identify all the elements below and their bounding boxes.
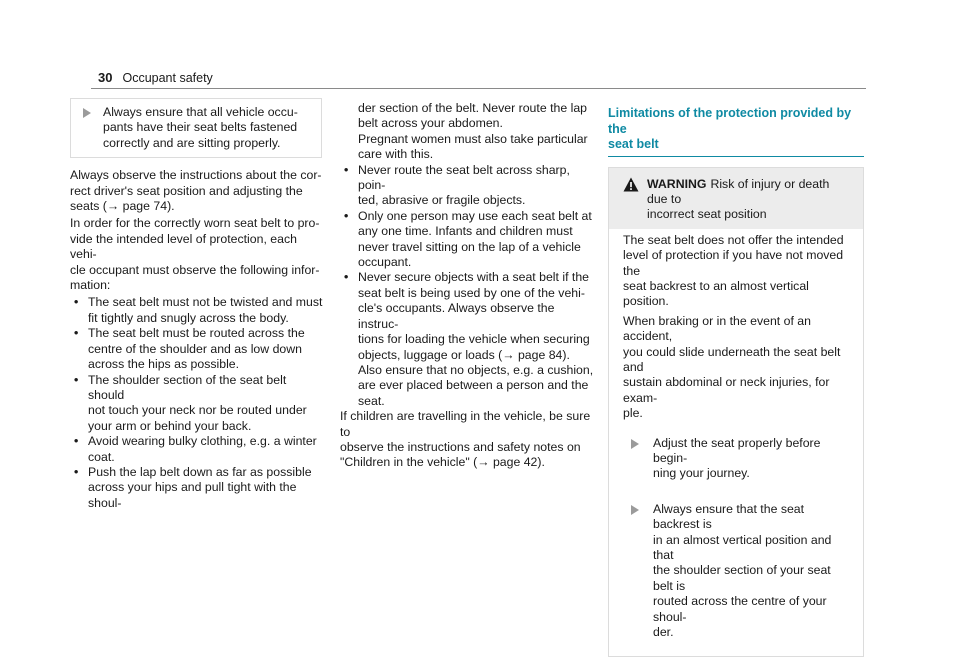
paragraph-intro: In order for the correctly worn seat belt to pro- vide the intended level of protection, each vehi- cle occupant must observe the following infor- mation: xyxy=(70,216,324,293)
warning-paragraph: When braking or in the event of an accident, you could slide underneath the seat belt and sustain abdominal or neck injuries, for exam- ple. xyxy=(623,314,853,422)
warning-heading-text: Risk of injury or death due to incorrect seat position xyxy=(647,177,829,222)
list-item: • The seat belt must be routed across the centre of the shoulder and as low down across the hips as possible. xyxy=(70,326,324,372)
warning-paragraph: The seat belt does not offer the intended level of protection if you have not moved the seat backrest to an almost vertical position. xyxy=(623,233,853,310)
list-item: • Push the lap belt down as far as possible across your hips and pull tight with the shoul- xyxy=(70,465,324,511)
play-arrow-icon xyxy=(631,505,639,515)
continued-text-2: Pregnant women must also take particular care with this. xyxy=(340,132,598,163)
warning-note-text: Adjust the seat properly before begin- ning your journey. xyxy=(653,436,843,482)
note-box xyxy=(70,98,322,158)
continued-text: der section of the belt. Never route the lap belt across your abdomen. xyxy=(340,101,598,132)
bullet-extra-text: Also ensure that no objects, e.g. a cushion, are ever placed between a person and the seat. xyxy=(340,363,598,409)
warning-note-text: Always ensure that the seat backrest is in an almost vertical position and that the shoulder section of your seat belt is routed across the centre of your shoul- der. xyxy=(653,502,843,641)
list-item: • Only one person may use each seat belt at any one time. Infants and children must never travel sitting on the lap of a vehicle occupant. xyxy=(340,209,598,271)
bullet-list xyxy=(340,163,598,363)
list-item: • The seat belt must not be twisted and must fit tightly and snugly across the body. xyxy=(70,295,324,326)
list-item: • Never route the seat belt across sharp, poin- ted, abrasive or fragile objects. xyxy=(340,163,598,209)
page-header xyxy=(98,70,213,86)
warning-note xyxy=(623,426,853,492)
warning-box xyxy=(608,167,864,657)
play-arrow-icon xyxy=(631,439,639,449)
note-text: Always ensure that all vehicle occu- pants have their seat belts fastened correctly and are sitting properly. xyxy=(103,105,298,151)
page-title: Occupant safety xyxy=(122,71,212,86)
warning-header xyxy=(609,168,863,229)
warning-note xyxy=(623,492,853,651)
page-number: 30 xyxy=(98,70,112,85)
warning-heading xyxy=(647,177,853,223)
bullet-list xyxy=(70,295,324,511)
list-item: • Avoid wearing bulky clothing, e.g. a winter coat. xyxy=(70,434,324,465)
column-middle xyxy=(340,101,598,471)
section-divider xyxy=(608,156,864,157)
column-right xyxy=(608,98,864,657)
warning-body xyxy=(609,229,863,657)
list-item: • The shoulder section of the seat belt should not touch your neck nor be routed under your arm or behind your back. xyxy=(70,373,324,435)
paragraph-children: If children are travelling in the vehicle, be sure to observe the instructions and safety notes on "Children in the vehicle" (→ page 42). xyxy=(340,409,598,471)
warning-label: WARNING xyxy=(647,177,706,191)
section-title: Limitations of the protection provided by the seat belt xyxy=(608,106,864,153)
play-arrow-icon xyxy=(83,108,91,118)
warning-triangle-icon xyxy=(623,177,639,192)
list-item: • Never secure objects with a seat belt if the seat belt is being used by one of the vehi- cle's occupants. Always observe the instruc- tions for loading the vehicle when securing objects, luggage or loads (→ page 84). xyxy=(340,270,598,362)
column-left xyxy=(70,98,324,511)
header-divider xyxy=(91,88,866,89)
paragraph-seat-position: Always observe the instructions about the cor- rect driver's seat position and adjusting the seats (→ page 74). xyxy=(70,168,324,214)
